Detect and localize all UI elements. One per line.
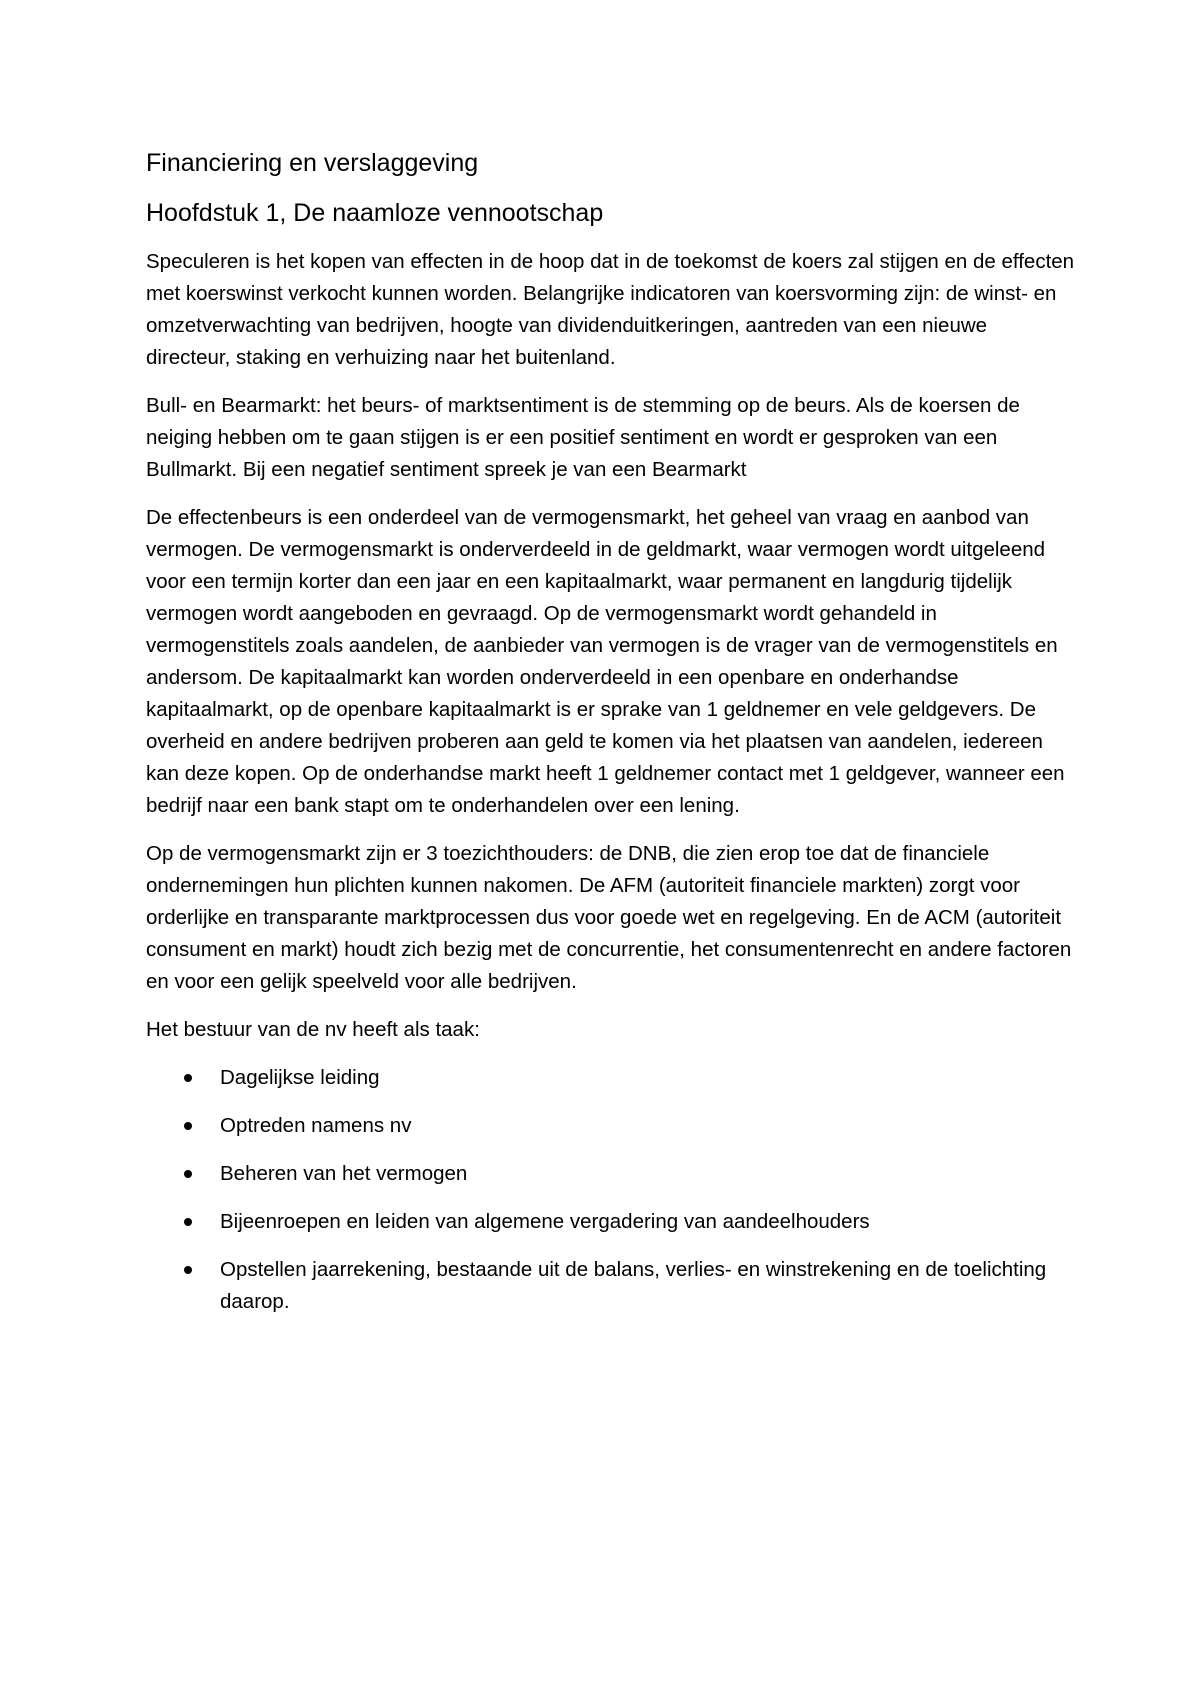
chapter-heading: Hoofdstuk 1, De naamloze vennootschap: [146, 199, 604, 227]
list-item: [146, 1206, 1076, 1238]
bullet-icon: [184, 1074, 192, 1082]
paragraph-toezichthouders: Op de vermogensmarkt zijn er 3 toezichthouders: de DNB, die zien erop toe dat de financiele ondernemingen hun plichten kunnen nakomen. De AFM (autoriteit financiele markten) zorgt voor orderlijke en transparante marktprocessen dus voor goede wet en regelgeving. En de ACM (autoriteit consument en markt) houdt zich bezig met de concurrentie, het consumentenrecht en andere factoren en voor een gelijk speelveld voor alle bedrijven.: [146, 842, 1072, 993]
list-item: [146, 1158, 1076, 1190]
bestuur-task-list: [146, 1062, 1076, 1318]
list-item-text: Opstellen jaarrekening, bestaande uit de balans, verlies- en winstrekening en de toelichting daarop.: [220, 1258, 1047, 1313]
paragraph-bestuur-intro: Het bestuur van de nv heeft als taak:: [146, 1018, 480, 1041]
list-item: [146, 1062, 1076, 1094]
bullet-icon: [184, 1218, 192, 1226]
paragraph-speculeren: Speculeren is het kopen van effecten in de hoop dat in de toekomst de koers zal stijgen en de effecten met koerswinst verkocht kunnen worden. Belangrijke indicatoren van koersvorming zijn: de winst- en omzetverwachting van bedrijven, hoogte van dividenduitkeringen, aantreden van een nieuwe directeur, staking en verhuizing naar het buitenland.: [146, 250, 1075, 369]
paragraph-bull-bearmarkt: Bull- en Bearmarkt: het beurs- of marktsentiment is de stemming op de beurs. Als de koersen de neiging hebben om te gaan stijgen is er een positief sentiment en wordt er gesproken van een Bullmarkt. Bij een negatief sentiment spreek je van een Bearmarkt: [146, 394, 1020, 481]
document-body: [146, 146, 1076, 1334]
document-title: Financiering en verslaggeving: [146, 149, 479, 177]
bullet-icon: [184, 1122, 192, 1130]
list-item: [146, 1254, 1076, 1318]
bullet-icon: [184, 1266, 192, 1274]
bullet-icon: [184, 1170, 192, 1178]
list-item-text: Bijeenroepen en leiden van algemene vergadering van aandeelhouders: [220, 1210, 870, 1233]
list-item-text: Dagelijkse leiding: [220, 1066, 380, 1089]
list-item-text: Beheren van het vermogen: [220, 1162, 468, 1185]
list-item-text: Optreden namens nv: [220, 1114, 412, 1137]
paragraph-effectenbeurs: De effectenbeurs is een onderdeel van de vermogensmarkt, het geheel van vraag en aanbod van vermogen. De vermogensmarkt is onderverdeeld in de geldmarkt, waar vermogen wordt uitgeleend voor een termijn korter dan een jaar en een kapitaalmarkt, waar permanent en langdurig tijdelijk vermogen wordt aangeboden en gevraagd. Op de vermogensmarkt wordt gehandeld in vermogenstitels zoals aandelen, de aanbieder van vermogen is de vrager van de vermogenstitels en andersom. De kapitaalmarkt kan worden onderverdeeld in een openbare en onderhandse kapitaalmarkt, op de openbare kapitaalmarkt is er sprake van 1 geldnemer en vele geldgevers. De overheid en andere bedrijven proberen aan geld te komen via het plaatsen van aandelen, iedereen kan deze kopen. Op de onderhandse markt heeft 1 geldnemer contact met 1 geldgever, wanneer een bedrijf naar een bank stapt om te onderhandelen over een lening.: [146, 506, 1065, 817]
list-item: [146, 1110, 1076, 1142]
